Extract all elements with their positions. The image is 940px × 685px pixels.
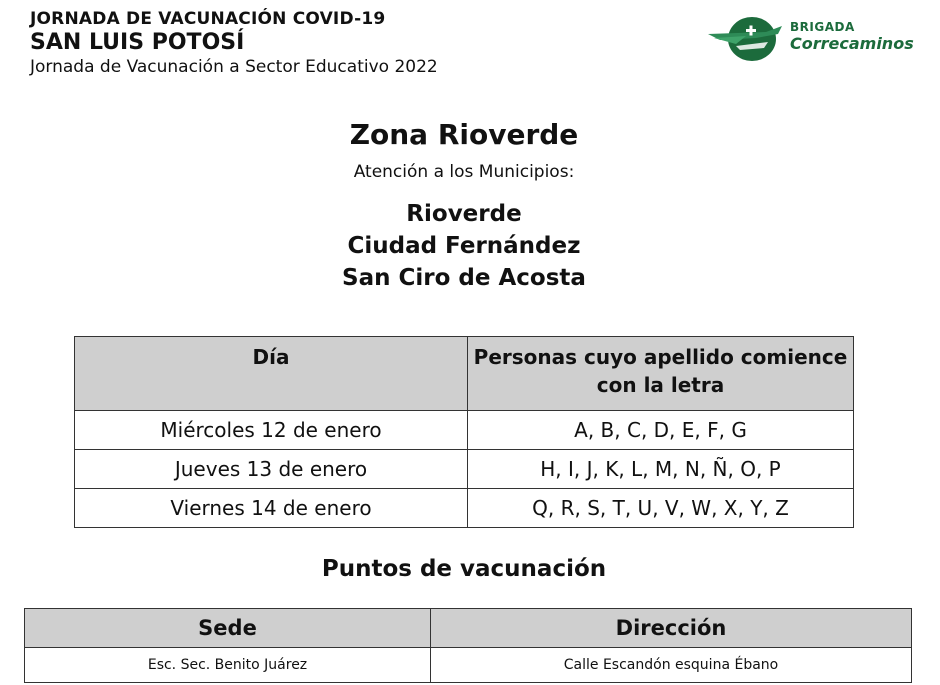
header-state: SAN LUIS POTOSÍ [30, 30, 245, 55]
schedule-day-cell: Jueves 13 de enero [75, 450, 468, 489]
municipality-list [0, 198, 928, 294]
schedule-day-cell: Viernes 14 de enero [75, 489, 468, 528]
table-row [75, 450, 854, 489]
header-subtitle: Jornada de Vacunación a Sector Educativo 2022 [30, 57, 438, 77]
vaccination-sites-table [24, 608, 912, 683]
zone-title: Zona Rioverde [349, 118, 579, 151]
table-row [25, 648, 912, 683]
municipality-item: San Ciro de Acosta [342, 265, 586, 291]
logo-correcaminos-text: Correcaminos [790, 34, 914, 53]
attention-label: Atención a los Municipios: [353, 162, 575, 182]
schedule-header-letters: Personas cuyo apellido comience con la letra [468, 337, 854, 411]
puntos-title: Puntos de vacunación [321, 556, 607, 582]
document-header [30, 8, 438, 78]
brigada-correcaminos-logo [706, 12, 921, 66]
schedule-letters-cell: A, B, C, D, E, F, G [468, 411, 854, 450]
sites-header-row [25, 609, 912, 648]
schedule-table [74, 336, 854, 528]
schedule-letters-cell: Q, R, S, T, U, V, W, X, Y, Z [468, 489, 854, 528]
schedule-letters-cell: H, I, J, K, L, M, N, Ñ, O, P [468, 450, 854, 489]
logo-brigada-text: BRIGADA [790, 20, 855, 34]
table-row [75, 411, 854, 450]
site-direccion-cell: Calle Escandón esquina Ébano [431, 648, 912, 683]
sites-header-direccion: Dirección [431, 609, 912, 648]
schedule-header-row [75, 337, 854, 411]
header-title: JORNADA DE VACUNACIÓN COVID-19 [30, 9, 386, 29]
site-sede-cell: Esc. Sec. Benito Juárez [25, 648, 431, 683]
table-row [75, 489, 854, 528]
roadrunner-logo-icon [706, 12, 790, 66]
schedule-day-cell: Miércoles 12 de enero [75, 411, 468, 450]
municipality-item: Ciudad Fernández [347, 233, 581, 259]
schedule-header-day: Día [75, 337, 468, 411]
logo-text [790, 20, 914, 54]
municipality-item: Rioverde [406, 201, 522, 227]
sites-header-sede: Sede [25, 609, 431, 648]
